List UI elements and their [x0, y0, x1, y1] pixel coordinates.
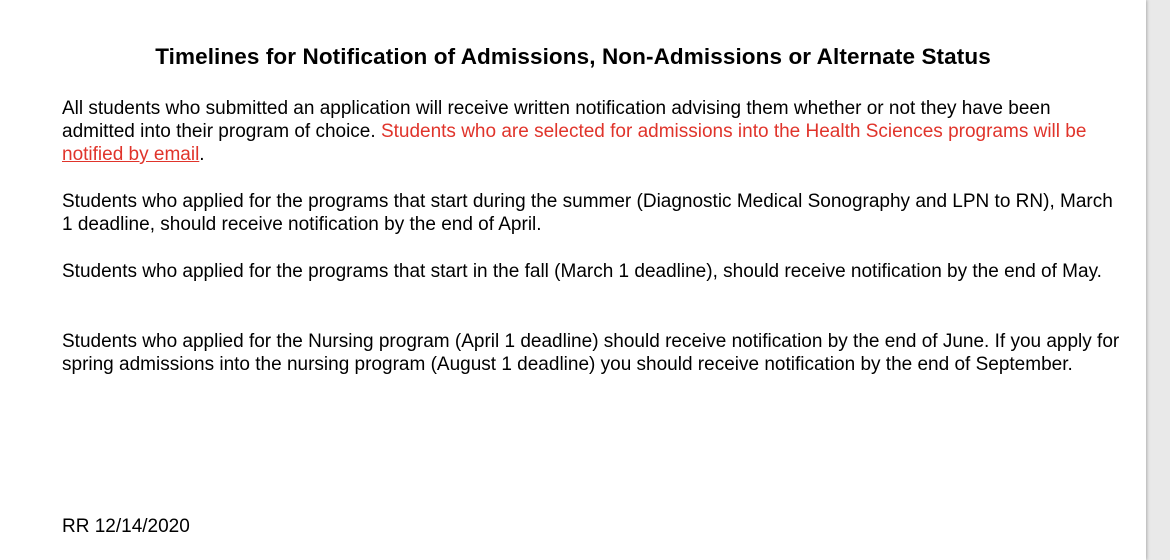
revision-footer: RR 12/14/2020 — [62, 516, 190, 537]
paragraph-notification — [62, 97, 1122, 166]
paragraph-fall-programs: Students who applied for the programs that start in the fall (March 1 deadline), should receive notification by the end of May. — [62, 261, 1102, 282]
paragraph-nursing-program: Students who applied for the Nursing program (April 1 deadline) should receive notification by the end of June. If you apply for spring admissions into the nursing program (August 1 deadline) you should receive notification by the end of September. — [62, 331, 1120, 375]
page-title: Timelines for Notification of Admissions, Non-Admissions or Alternate Status — [155, 44, 991, 69]
health-sciences-notice: Students who are selected for admissions into the Health Sciences programs will be — [380, 121, 1087, 142]
paragraph-summer-programs: Students who applied for the programs that start during the summer (Diagnostic Medical Sonography and LPN to RN), March 1 deadline, should receive notification by the end of April. — [62, 191, 1113, 235]
notified-by-email-link[interactable]: notified by email — [62, 144, 200, 165]
paragraph-end-period: . — [199, 144, 205, 165]
paragraph-notification-text: All students who submitted an application will receive written notification advising them whether or not they have been admitted into their program of choice. — [62, 98, 1051, 142]
